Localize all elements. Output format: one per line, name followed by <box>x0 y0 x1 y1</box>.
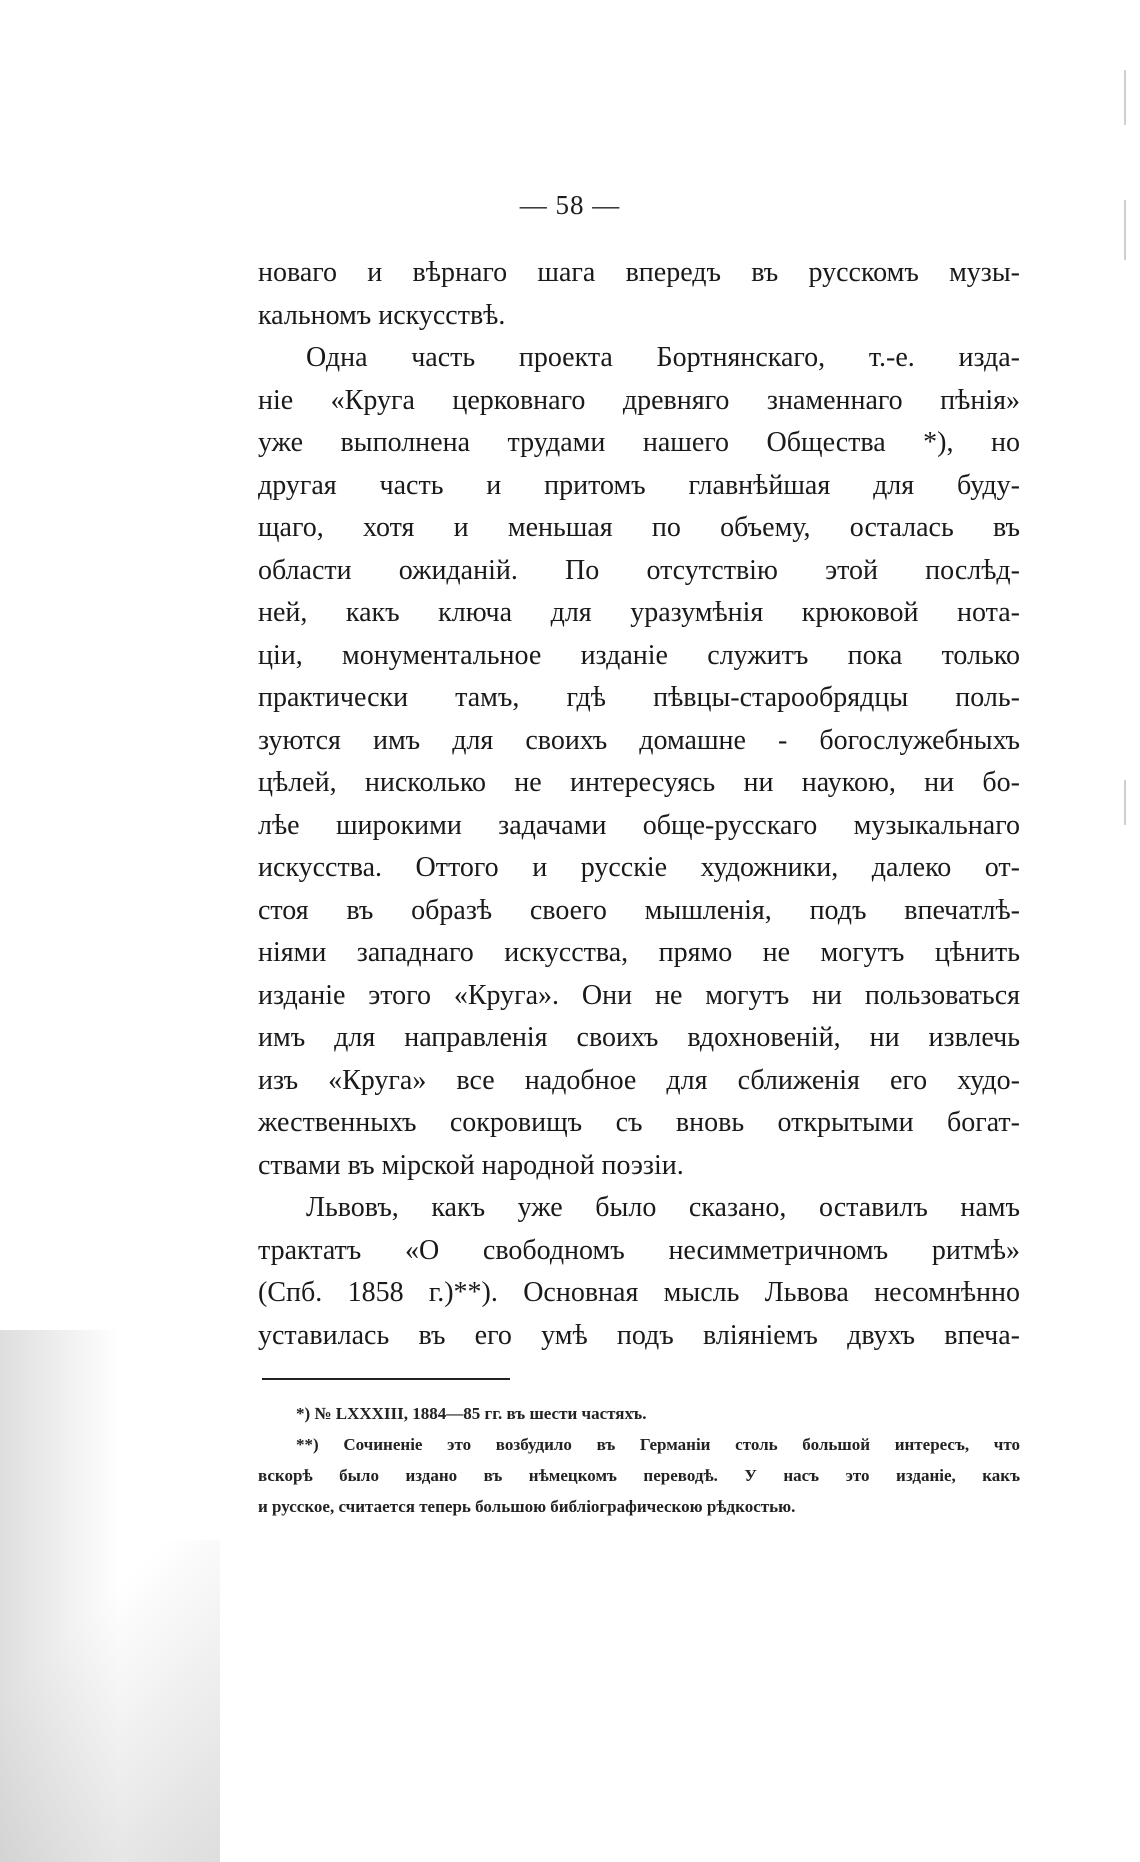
text-line: ніе «Круга церковнаго древняго знаменнаго пѣнія» <box>258 384 1020 416</box>
footnote-2 <box>258 1429 1020 1522</box>
text-line: цѣлей, нисколько не интересуясь ни наукою, ни бо- <box>258 767 1020 798</box>
text-line: области ожиданій. По отсутствію этой послѣд- <box>258 554 1020 586</box>
footnote-line: **) Сочиненіе это возбудило въ Германіи столь большой интересъ, что <box>296 1435 1020 1454</box>
text-line: ней, какъ ключа для уразумѣнія крюковой нота- <box>258 597 1020 628</box>
text-line: ствами въ мірской народной поэзіи. <box>258 1149 684 1181</box>
footnote-line: *) № LXXXIII, 1884—85 гг. въ шести частяхъ. <box>296 1404 647 1423</box>
text-line: изъ «Круга» все надобное для сближенія его худо- <box>258 1064 1020 1096</box>
text-line: лѣе широкими задачами обще-русскаго музыкальнаго <box>258 809 1020 841</box>
text-line: жественныхъ сокровищъ съ вновь открытыми богат- <box>258 1107 1020 1138</box>
page-edge-mark <box>1124 70 1126 125</box>
text-line: (Спб. 1858 г.)**). Основная мысль Львова несомнѣнно <box>258 1277 1020 1308</box>
paragraph-1 <box>258 252 1020 337</box>
footnote-1 <box>258 1398 1020 1429</box>
text-line: имъ для направленія своихъ вдохновеній, ни извлечь <box>258 1022 1020 1053</box>
text-line: стоя въ образѣ своего мышленія, подъ впечатлѣ- <box>258 894 1020 926</box>
text-line: изданіе этого «Круга». Они не могутъ ни пользоваться <box>258 979 1020 1011</box>
text-line: Одна часть проекта Бортнянскаго, т.-е. изда- <box>306 342 1020 373</box>
text-line: искусства. Оттого и русскіе художники, далеко от- <box>258 852 1020 883</box>
text-line: Львовъ, какъ уже было сказано, оставилъ намъ <box>306 1192 1020 1223</box>
text-line: ціи, монументальное изданіе служитъ пока только <box>258 639 1020 671</box>
scan-shadow-corner <box>0 1540 220 1862</box>
footnote-line: и русское, считается теперь большою библіографическою рѣдкостью. <box>258 1497 796 1516</box>
footnotes <box>258 1398 1020 1522</box>
text-line: трактатъ «О свободномъ несимметричномъ ритмѣ» <box>258 1234 1020 1266</box>
text-line: щаго, хотя и меньшая по объему, осталась въ <box>258 512 1020 543</box>
footnote-line: вскорѣ было издано въ нѣмецкомъ переводѣ. У насъ это изданіе, какъ <box>258 1466 1020 1485</box>
text-line: зуются имъ для своихъ домашне - богослужебныхъ <box>258 724 1020 756</box>
page-edge-mark <box>1124 780 1126 825</box>
text-line: кальномъ искусствѣ. <box>258 299 506 331</box>
text-line: уставилась въ его умѣ подъ вліяніемъ двухъ впеча- <box>258 1319 1020 1351</box>
text-line: другая часть и притомъ главнѣйшая для буду- <box>258 469 1020 501</box>
paragraph-3 <box>258 1187 1020 1357</box>
text-line: уже выполнена трудами нашего Общества *), но <box>258 427 1020 458</box>
page-number: — 58 — <box>519 190 621 220</box>
paragraph-2 <box>258 337 1020 1187</box>
text-line: новаго и вѣрнаго шага впередъ въ русскомъ музы- <box>258 257 1020 288</box>
text-line: практически тамъ, гдѣ пѣвцы-старообрядцы поль- <box>258 682 1020 713</box>
footnote-separator <box>262 1378 510 1380</box>
text-line: ніями западнаго искусства, прямо не могутъ цѣнить <box>258 937 1020 968</box>
body-text <box>258 252 1020 1357</box>
